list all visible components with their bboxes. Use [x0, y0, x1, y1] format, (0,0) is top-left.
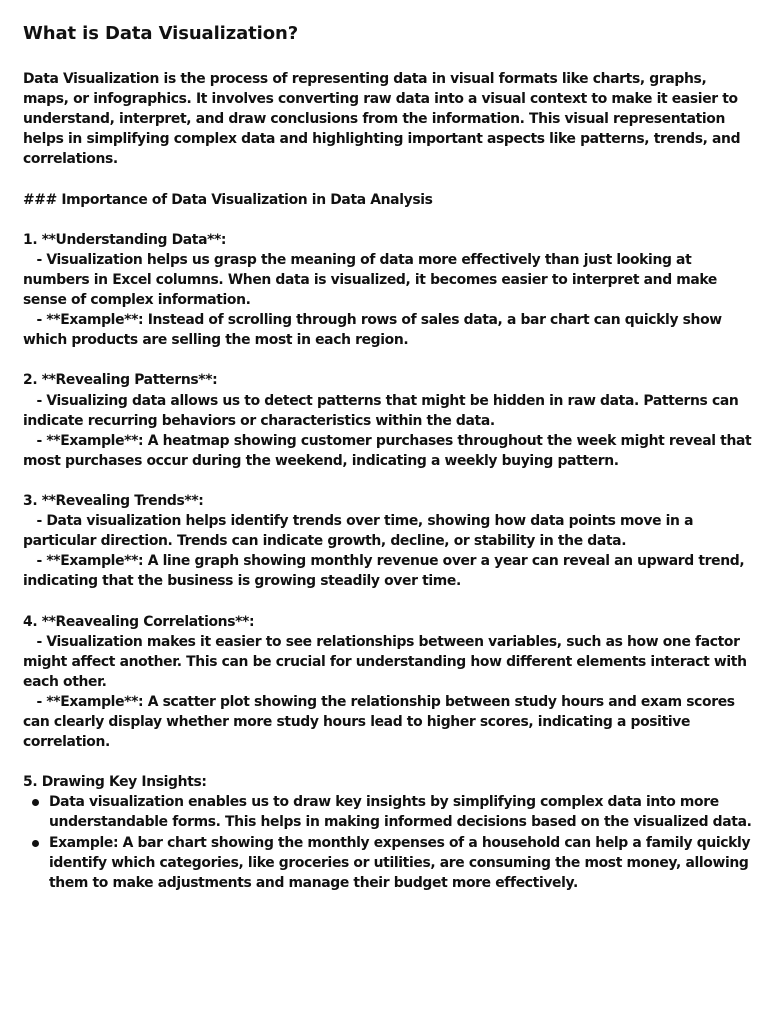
bullet-icon — [32, 840, 39, 847]
page-title: What is Data Visualization? — [23, 23, 299, 44]
spacer — [23, 169, 753, 189]
point-detail: - Visualization makes it easier to see relationships between variables, such as how one factor might affect another. This can be crucial for understanding how different elements interact with each other. — [23, 633, 752, 690]
list-item-text: Example: A bar chart showing the monthly expenses of a household can help a family quickly identify which categories, like groceries or utilities, are consuming the most money, allowing them to make adjustments and manage their budget more effectively. — [49, 834, 751, 891]
point-heading: 5. Drawing Key Insights: — [23, 774, 207, 791]
spacer — [23, 752, 753, 772]
point-heading: 3. **Revealing Trends**: — [23, 492, 204, 509]
point-example: - **Example**: A scatter plot showing the relationship between study hours and exam scores can clearly display whether more study hours lead to higher scores, indicating a positive correlation. — [23, 693, 740, 751]
point-key-insights — [23, 772, 753, 893]
document-page — [23, 22, 756, 893]
intro-paragraph: Data Visualization is the process of representing data in visual formats like charts, graphs, maps, or infographics. It involves converting raw data into a visual context to make it easier to understand, interpret, and draw conclusions from the information. This visual representation helps in simplifying complex data and highlighting important aspects like patterns, trends, and correlations. — [23, 71, 745, 168]
spacer — [23, 210, 753, 230]
point-detail: - Visualizing data allows us to detect patterns that might be hidden in raw data. Patterns can indicate recurring behaviors or characteristics within the data. — [23, 392, 743, 429]
spacer — [23, 471, 753, 491]
point-heading: 1. **Understanding Data**: — [23, 231, 227, 248]
section-heading: ### Importance of Data Visualization in Data Analysis — [23, 191, 433, 208]
bullet-icon — [32, 799, 39, 806]
point-revealing-correlations — [23, 612, 753, 753]
list-item-text: Data visualization enables us to draw key insights by simplifying complex data into more understandable forms. This helps in making informed decisions based on the visualized data. — [49, 794, 752, 831]
point-example: - **Example**: A line graph showing monthly revenue over a year can reveal an upward trend, indicating that the business is growing steadily over time. — [23, 553, 749, 590]
point-understanding-data — [23, 230, 753, 351]
spacer — [23, 591, 753, 611]
document-body — [23, 69, 756, 893]
point-example: - **Example**: A heatmap showing customer purchases throughout the week might reveal that most purchases occur during the weekend, indicating a weekly buying pattern. — [23, 432, 756, 469]
spacer — [23, 350, 753, 370]
point-detail: - Visualization helps us grasp the meaning of data more effectively than just looking at numbers in Excel columns. When data is visualized, it becomes easier to interpret and make sense of complex information. — [23, 251, 722, 309]
point-detail: - Data visualization helps identify trends over time, showing how data points move in a particular direction. Trends can indicate growth, decline, or stability in the data. — [23, 513, 698, 550]
point-example: - **Example**: Instead of scrolling through rows of sales data, a bar chart can quickly show which products are selling the most in each region. — [23, 312, 727, 349]
point-heading: 4. **Reavealing Correlations**: — [23, 613, 255, 630]
point-revealing-trends — [23, 491, 753, 591]
list-item — [49, 833, 753, 893]
bullet-list — [23, 792, 753, 892]
point-revealing-patterns — [23, 370, 756, 470]
list-item — [49, 792, 753, 832]
point-heading: 2. **Revealing Patterns**: — [23, 372, 218, 389]
